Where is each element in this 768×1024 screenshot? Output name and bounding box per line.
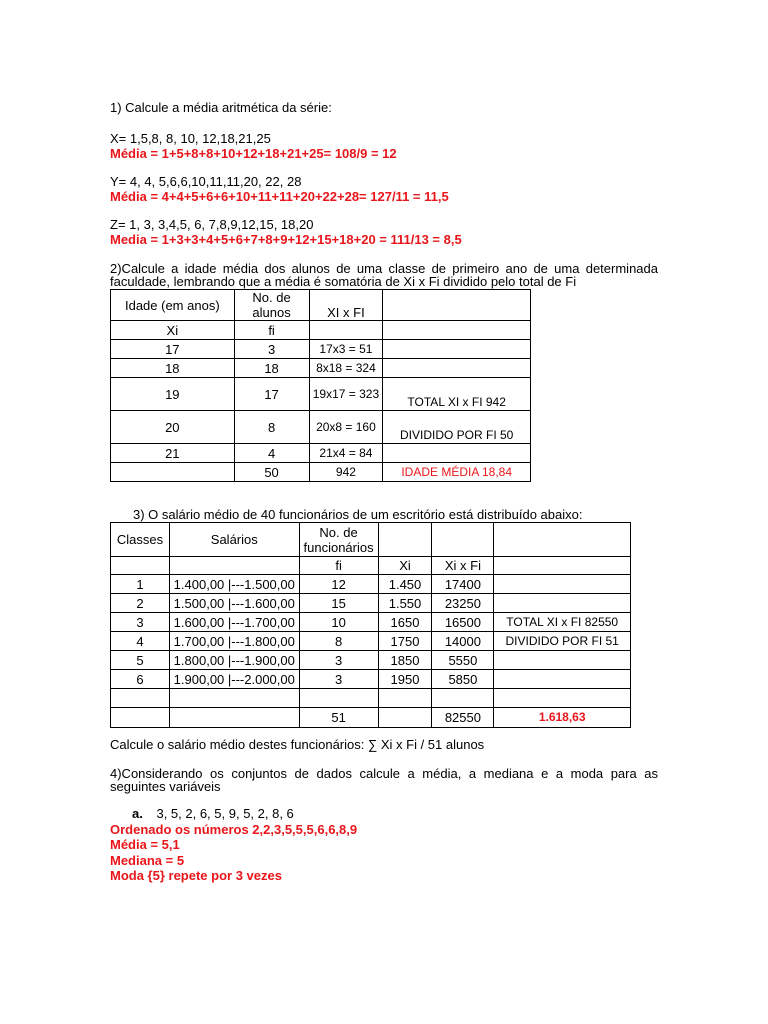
table-cell: DIVIDIDO POR FI 51 (494, 632, 631, 651)
table-header (383, 290, 531, 321)
table-cell: 1.400,00 |---1.500,00 (169, 575, 299, 594)
table-cell (383, 359, 531, 378)
table-cell: 1.800,00 |---1.900,00 (169, 651, 299, 670)
table-cell: 19 (111, 378, 235, 411)
table-cell (494, 689, 631, 708)
table-cell (383, 444, 531, 463)
table-cell: 1850 (378, 651, 432, 670)
table-cell: Xi (111, 321, 235, 340)
table-cell: TOTAL XI x FI 82550 (494, 613, 631, 632)
q3-table (110, 522, 631, 728)
table-cell: 5850 (432, 670, 494, 689)
table-cell: IDADE MÉDIA 18,84 (383, 463, 531, 482)
table-cell: 1 (111, 575, 170, 594)
q1-z-answer: Media = 1+3+3+4+5+6+7+8+9+12+15+18+20 = 111/13 = 8,5 (110, 232, 462, 247)
table-cell (111, 708, 170, 728)
table-row (111, 689, 631, 708)
table-row (111, 708, 631, 728)
table-cell (111, 463, 235, 482)
table-cell: 10 (299, 613, 378, 632)
q4-ordered: Ordenado os números 2,2,3,5,5,5,6,6,8,9 (110, 822, 358, 837)
q4-line1: 4)Considerando os conjuntos de dados calcule a média, a mediana e a moda para as (110, 766, 658, 781)
table-cell: 1650 (378, 613, 432, 632)
table-cell (378, 689, 432, 708)
table-row (111, 321, 531, 340)
table-row (111, 575, 631, 594)
table-row (111, 632, 631, 651)
table-header: fi (299, 557, 378, 575)
q1-z-series: Z= 1, 3, 3,4,5, 6, 7,8,9,12,15, 18,20 (110, 217, 314, 232)
q2-line1: 2)Calcule a idade média dos alunos de uma classe de primeiro ano de uma determinada (110, 261, 658, 276)
table-cell: 8 (299, 632, 378, 651)
q4-media: Média = 5,1 (110, 837, 180, 852)
table-header: Xi (378, 557, 432, 575)
table-cell (299, 689, 378, 708)
table-cell: 1.618,63 (494, 708, 631, 728)
table-cell (494, 651, 631, 670)
table-cell: 3 (234, 340, 309, 359)
table-cell (432, 689, 494, 708)
table-cell: 1.450 (378, 575, 432, 594)
table-cell (169, 708, 299, 728)
table-cell: 17 (111, 340, 235, 359)
table-cell (494, 594, 631, 613)
table-cell: 1.700,00 |---1.800,00 (169, 632, 299, 651)
table-header: No. de alunos (234, 290, 309, 321)
table-row (111, 463, 531, 482)
table-row (111, 340, 531, 359)
table-cell: 6 (111, 670, 170, 689)
table-header-row (111, 523, 631, 557)
table-cell: DIVIDIDO POR FI 50 (383, 411, 531, 444)
table-row (111, 651, 631, 670)
table-cell: 8x18 = 324 (309, 359, 383, 378)
table-cell: 3 (111, 613, 170, 632)
table-cell: 12 (299, 575, 378, 594)
table-cell: 23250 (432, 594, 494, 613)
table-cell: 2 (111, 594, 170, 613)
table-row (111, 613, 631, 632)
table-cell: fi (234, 321, 309, 340)
q4-moda: Moda {5} repete por 3 vezes (110, 868, 282, 883)
table-cell: 20 (111, 411, 235, 444)
q4-item-label: a. (132, 806, 143, 821)
table-cell: 1.550 (378, 594, 432, 613)
table-cell (494, 670, 631, 689)
q1-x-series: X= 1,5,8, 8, 10, 12,18,21,25 (110, 131, 271, 146)
table-header (494, 557, 631, 575)
table-cell: 5 (111, 651, 170, 670)
table-cell: 51 (299, 708, 378, 728)
table-header (111, 557, 170, 575)
table-cell: 18 (234, 359, 309, 378)
table-cell: 18 (111, 359, 235, 378)
q1-title: 1) Calcule a média aritmética da série: (110, 100, 332, 115)
table-header (432, 523, 494, 557)
q3-title: 3) O salário médio de 40 funcionários de um escritório está distribuído abaixo: (133, 507, 583, 522)
table-header: Salários (169, 523, 299, 557)
table-header: Classes (111, 523, 170, 557)
table-header (378, 523, 432, 557)
q4-line2: seguintes variáveis (110, 779, 221, 794)
table-cell: 1750 (378, 632, 432, 651)
table-cell: 5550 (432, 651, 494, 670)
table-cell: 3 (299, 670, 378, 689)
table-row (111, 359, 531, 378)
table-cell: 1.600,00 |---1.700,00 (169, 613, 299, 632)
table-header-row (111, 290, 531, 321)
table-cell (309, 321, 383, 340)
table-cell: 1.500,00 |---1.600,00 (169, 594, 299, 613)
q2-line2: faculdade, lembrando que a média é somatória de Xi x Fi dividido pelo total de Fi (110, 274, 577, 289)
q4-item-values: 3, 5, 2, 6, 5, 9, 5, 2, 8, 6 (156, 806, 294, 821)
q2-table (110, 289, 531, 482)
table-cell (383, 340, 531, 359)
table-row (111, 378, 531, 411)
table-cell: 17400 (432, 575, 494, 594)
q4-item-a (132, 806, 294, 822)
table-row (111, 670, 631, 689)
table-cell: 1.900,00 |---2.000,00 (169, 670, 299, 689)
table-cell (169, 689, 299, 708)
table-header: Idade (em anos) (111, 290, 235, 321)
table-row (111, 594, 631, 613)
table-row (111, 411, 531, 444)
q3-footer: Calcule o salário médio destes funcionários: ∑ Xi x Fi / 51 alunos (110, 737, 485, 752)
table-cell: 15 (299, 594, 378, 613)
table-cell: 50 (234, 463, 309, 482)
table-header: No. de funcionários (299, 523, 378, 557)
table-cell (378, 708, 432, 728)
table-cell: 942 (309, 463, 383, 482)
table-row (111, 444, 531, 463)
table-cell: 4 (234, 444, 309, 463)
table-cell: 21 (111, 444, 235, 463)
table-cell: 14000 (432, 632, 494, 651)
q1-y-series: Y= 4, 4, 5,6,6,10,11,11,20, 22, 28 (110, 174, 302, 189)
table-header (169, 557, 299, 575)
table-cell (494, 575, 631, 594)
table-header: XI x FI (309, 290, 383, 321)
table-cell: 82550 (432, 708, 494, 728)
table-cell: 4 (111, 632, 170, 651)
table-cell: 8 (234, 411, 309, 444)
table-header: Xi x Fi (432, 557, 494, 575)
table-cell: TOTAL XI x FI 942 (383, 378, 531, 411)
table-cell: 20x8 = 160 (309, 411, 383, 444)
table-header (494, 523, 631, 557)
table-subheader-row (111, 557, 631, 575)
table-cell (383, 321, 531, 340)
table-cell: 17x3 = 51 (309, 340, 383, 359)
table-cell: 16500 (432, 613, 494, 632)
table-cell (111, 689, 170, 708)
q1-y-answer: Média = 4+4+5+6+6+10+11+11+20+22+28= 127/11 = 11,5 (110, 189, 449, 204)
table-cell: 19x17 = 323 (309, 378, 383, 411)
table-cell: 17 (234, 378, 309, 411)
q1-x-answer: Média = 1+5+8+8+10+12+18+21+25= 108/9 = 12 (110, 146, 397, 161)
table-cell: 3 (299, 651, 378, 670)
q4-mediana: Mediana = 5 (110, 853, 185, 868)
table-cell: 21x4 = 84 (309, 444, 383, 463)
table-cell: 1950 (378, 670, 432, 689)
